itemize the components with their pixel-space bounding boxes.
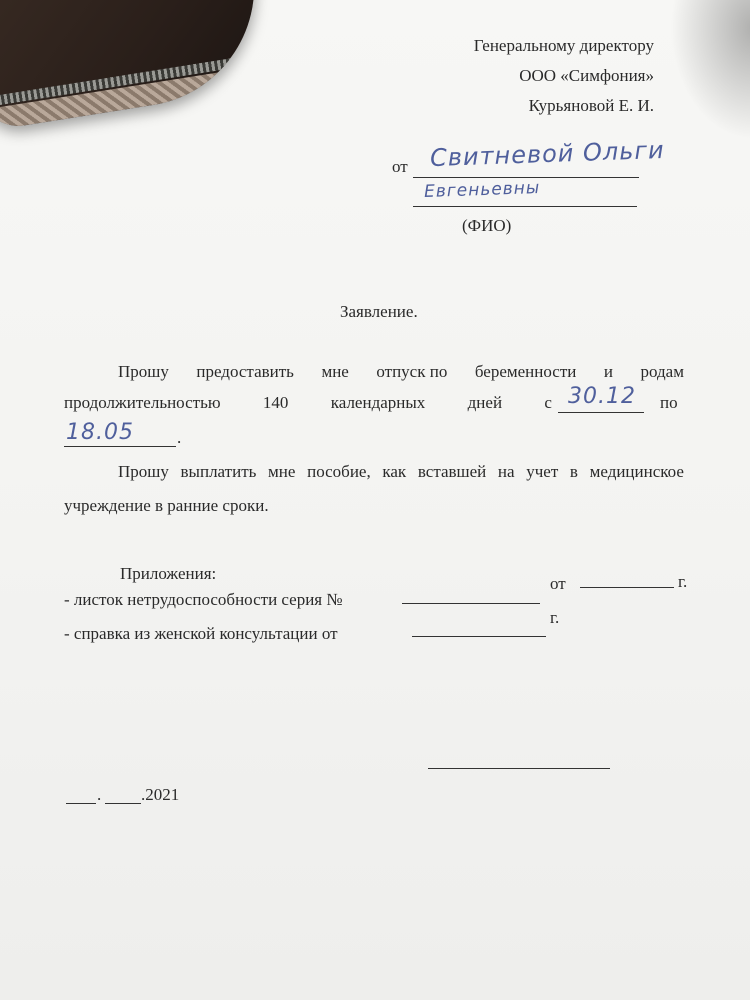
p1-word: с <box>544 393 552 412</box>
p1-word: мне <box>321 362 349 381</box>
p2-word: в <box>569 462 578 481</box>
p2-word: Прошу <box>118 462 169 481</box>
p1-end: . <box>177 428 182 447</box>
pencil-case <box>0 0 272 132</box>
p1-word: 140 <box>262 393 289 412</box>
attachment-2-suffix: г. <box>550 608 560 627</box>
p1-word: дней <box>467 393 503 412</box>
paragraph-1-line-2 <box>64 393 552 413</box>
document-title: Заявление. <box>340 302 418 321</box>
attachments-heading: Приложения: <box>120 564 217 583</box>
fio-caption: (ФИО) <box>462 216 512 235</box>
attachment-2-date-blank <box>412 636 546 637</box>
month-blank <box>105 803 141 804</box>
p1-po: по <box>660 393 678 412</box>
p2-word: учет <box>526 462 559 481</box>
handwritten-name-1: Свитневой Ольги <box>429 135 665 173</box>
signature-line <box>428 768 610 769</box>
p1-word: предоставить <box>196 362 294 381</box>
series-number-blank <box>402 603 540 604</box>
handwritten-date-from: 30.12 <box>568 384 636 409</box>
p2-word: вставшей <box>417 462 487 481</box>
header-line-3: Курьяновой Е. И. <box>528 96 654 115</box>
p1-word: продолжительностью <box>64 393 221 412</box>
year-text: .2021 <box>141 785 180 804</box>
paragraph-2-line-2: учреждение в ранние сроки. <box>64 496 269 515</box>
p1-word: календарных <box>330 393 426 412</box>
p1-word: беременности <box>474 362 577 381</box>
day-month-dot: . <box>97 785 102 804</box>
p2-word: пособие, <box>307 462 371 481</box>
handwritten-name-2: Евгеньевны <box>423 177 541 203</box>
attachment-1-ot: от <box>550 574 566 593</box>
header-line-1: Генеральному директору <box>473 36 654 55</box>
p1-word: отпуск по <box>376 362 448 381</box>
p2-word: мне <box>268 462 296 481</box>
paragraph-2-line-1 <box>118 462 684 482</box>
attachment-1-suffix: г. <box>678 572 688 591</box>
attachment-2-text: - справка из женской консультации от <box>64 624 338 643</box>
from-underline-2 <box>413 206 637 207</box>
p2-word: как <box>382 462 407 481</box>
date-to-underline <box>64 446 176 447</box>
date-from-underline <box>558 412 644 413</box>
p1-word: и <box>603 362 613 381</box>
handwritten-date-to: 18.05 <box>66 420 134 445</box>
p1-word: родам <box>640 362 684 381</box>
header-line-2: ООО «Симфония» <box>519 66 654 85</box>
p2-word: медицинское <box>589 462 684 481</box>
from-label: от <box>392 157 408 176</box>
p2-word: выплатить <box>180 462 257 481</box>
attachment-1-date-blank <box>580 587 674 588</box>
attachment-1-text: - листок нетрудоспособности серия № <box>64 590 343 609</box>
p1-word: Прошу <box>118 362 169 381</box>
shadow <box>670 0 750 140</box>
day-blank <box>66 803 96 804</box>
p2-word: на <box>497 462 515 481</box>
paragraph-1-line-1 <box>118 362 684 382</box>
